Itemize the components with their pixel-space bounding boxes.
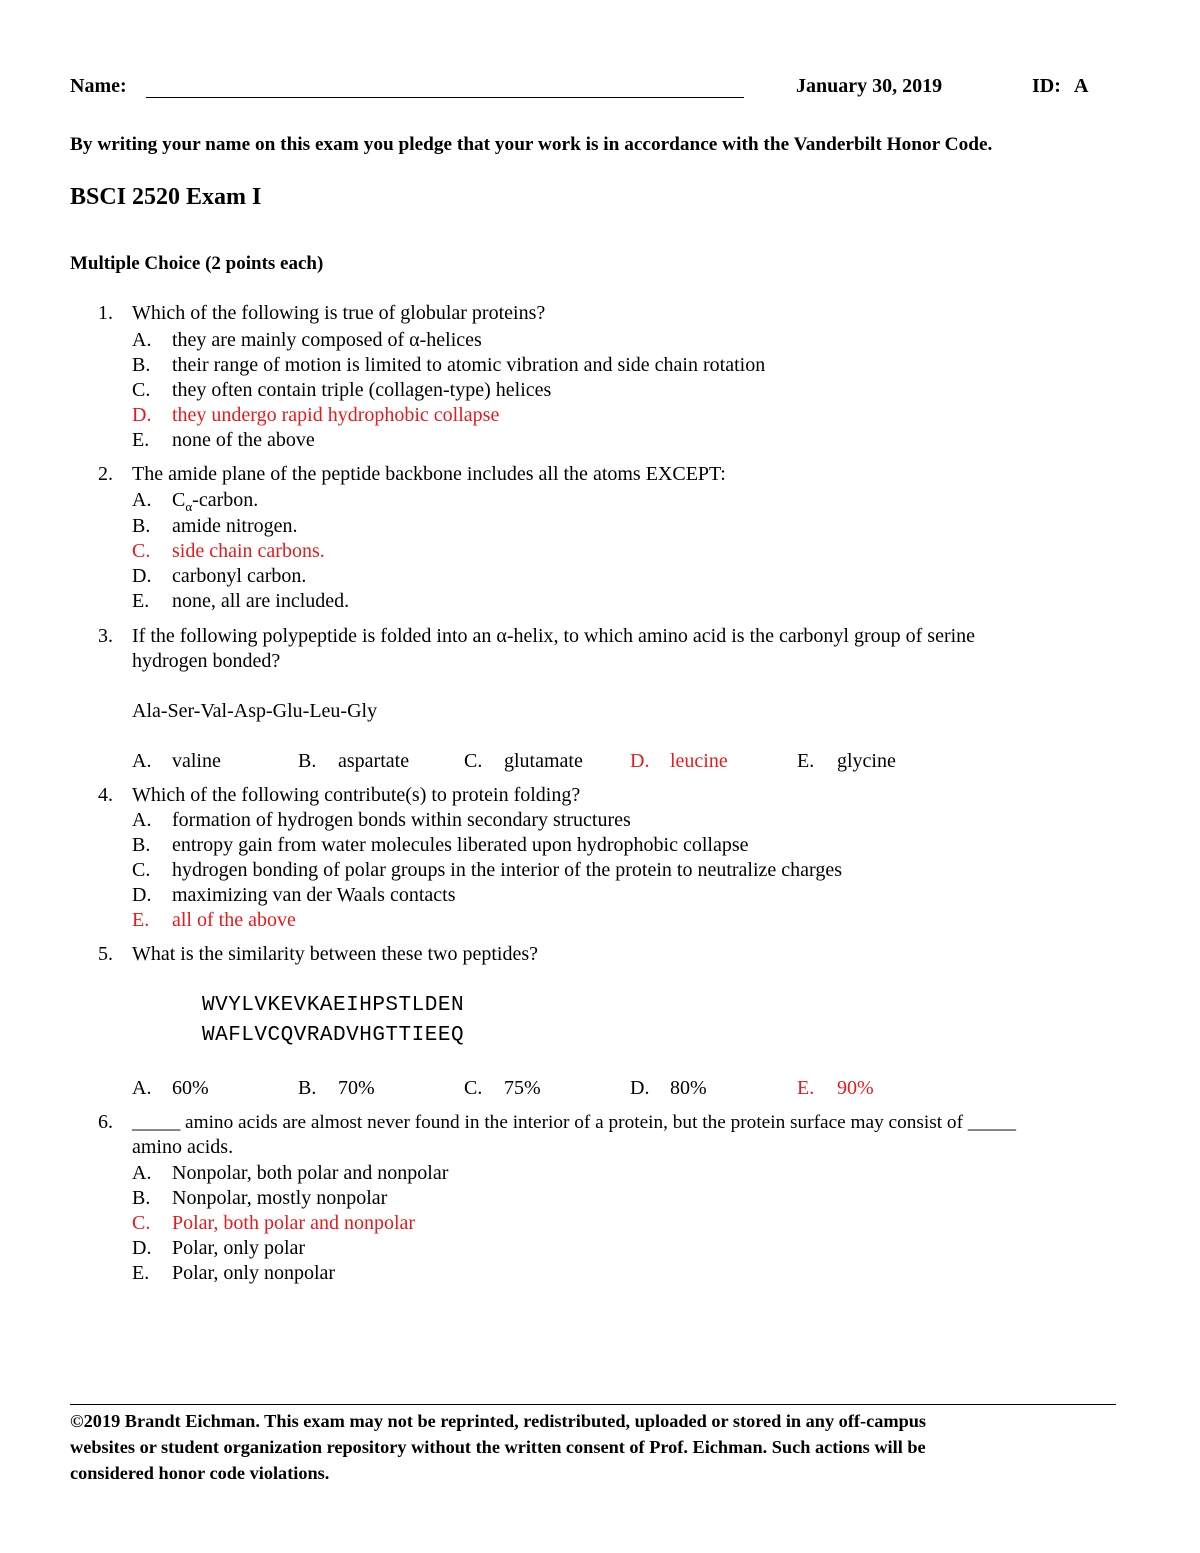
copyright-line-1: ©2019 Brandt Eichman. This exam may not be reprinted, redistributed, uploaded or stored in any off-campus xyxy=(70,1411,927,1431)
option-c[interactable]: C. glutamate xyxy=(464,750,583,772)
exam-title: BSCI 2520 Exam I xyxy=(70,184,262,210)
id-label: ID: xyxy=(1032,75,1061,97)
name-blank-line[interactable] xyxy=(146,97,744,98)
option-a[interactable]: A. 60% xyxy=(132,1077,209,1099)
peptide-sequence-1: WVYLVKEVKAEIHPSTLDEN xyxy=(202,994,465,1017)
option-b[interactable]: B. Nonpolar, mostly nonpolar xyxy=(132,1187,388,1209)
option-e[interactable]: E. none, all are included. xyxy=(132,590,350,612)
option-a[interactable]: A. Nonpolar, both polar and nonpolar xyxy=(132,1162,449,1184)
question-text-line-1: If the following polypeptide is folded into an α-helix, to which amino acid is the carbonyl group of serine xyxy=(132,625,976,647)
question-number: 6. xyxy=(98,1111,113,1133)
name-label: Name: xyxy=(70,75,127,97)
question-text: Which of the following is true of globular proteins? xyxy=(132,302,546,324)
option-d[interactable]: D. Polar, only polar xyxy=(132,1237,306,1259)
section-title: Multiple Choice (2 points each) xyxy=(70,253,324,274)
option-c-correct[interactable]: C. Polar, both polar and nonpolar xyxy=(132,1212,416,1234)
option-b[interactable]: B. 70% xyxy=(298,1077,375,1099)
question-text: What is the similarity between these two peptides? xyxy=(132,943,538,965)
option-a[interactable]: A. valine xyxy=(132,750,221,772)
option-b[interactable]: B. their range of motion is limited to atomic vibration and side chain rotation xyxy=(132,354,766,376)
question-text-line-2: amino acids. xyxy=(132,1136,234,1158)
option-a[interactable]: A. $C_\alpha$-carbon. xyxy=(132,489,259,514)
option-e[interactable]: E. none of the above xyxy=(132,429,315,451)
option-e-correct[interactable]: E. 90% xyxy=(797,1077,874,1099)
question-text-line-2: hydrogen bonded? xyxy=(132,650,281,672)
copyright-line-3: considered honor code violations. xyxy=(70,1463,330,1483)
footer-divider xyxy=(70,1404,1116,1405)
option-d[interactable]: D. 80% xyxy=(630,1077,707,1099)
option-a[interactable]: A. formation of hydrogen bonds within secondary structures xyxy=(132,809,631,831)
option-b[interactable]: B. entropy gain from water molecules liberated upon hydrophobic collapse xyxy=(132,834,749,856)
question-text: The amide plane of the peptide backbone includes all the atoms EXCEPT: xyxy=(132,463,726,485)
copyright-line-2: websites or student organization repository without the written consent of Prof. Eichman. Such actions will be xyxy=(70,1437,926,1457)
question-number: 1. xyxy=(98,302,113,324)
option-b[interactable]: B. aspartate xyxy=(298,750,410,772)
question-number: 5. xyxy=(98,943,113,965)
option-c[interactable]: C. hydrogen bonding of polar groups in the interior of the protein to neutralize charges xyxy=(132,859,842,881)
option-c[interactable]: C. they often contain triple (collagen-type) helices xyxy=(132,379,552,401)
honor-pledge: By writing your name on this exam you pledge that your work is in accordance with the Vanderbilt Honor Code. xyxy=(70,134,993,155)
option-a[interactable]: A. they are mainly composed of α-helices xyxy=(132,329,482,351)
option-c-correct[interactable]: C. side chain carbons. xyxy=(132,540,325,562)
option-d[interactable]: D. carbonyl carbon. xyxy=(132,565,307,587)
polypeptide-sequence: Ala-Ser-Val-Asp-Glu-Leu-Gly xyxy=(132,700,378,722)
option-e[interactable]: E. Polar, only nonpolar xyxy=(132,1262,336,1284)
question-text-line-1: _____ amino acids are almost never found in the interior of a protein, but the protein surface may consist of _____ xyxy=(132,1112,1017,1133)
option-c[interactable]: C. 75% xyxy=(464,1077,541,1099)
id-value: A xyxy=(1074,75,1089,97)
question-number: 2. xyxy=(98,463,113,485)
option-b[interactable]: B. amide nitrogen. xyxy=(132,515,298,537)
option-d-correct[interactable]: D. they undergo rapid hydrophobic collapse xyxy=(132,404,500,426)
question-number: 3. xyxy=(98,625,113,647)
option-e[interactable]: E. glycine xyxy=(797,750,896,772)
option-e-correct[interactable]: E. all of the above xyxy=(132,909,296,931)
question-number: 4. xyxy=(98,784,113,806)
exam-date: January 30, 2019 xyxy=(796,75,943,97)
question-text: Which of the following contribute(s) to protein folding? xyxy=(132,784,581,806)
option-d-correct[interactable]: D. leucine xyxy=(630,750,728,772)
option-d[interactable]: D. maximizing van der Waals contacts xyxy=(132,884,456,906)
peptide-sequence-2: WAFLVCQVRADVHGTTIEEQ xyxy=(202,1024,465,1047)
